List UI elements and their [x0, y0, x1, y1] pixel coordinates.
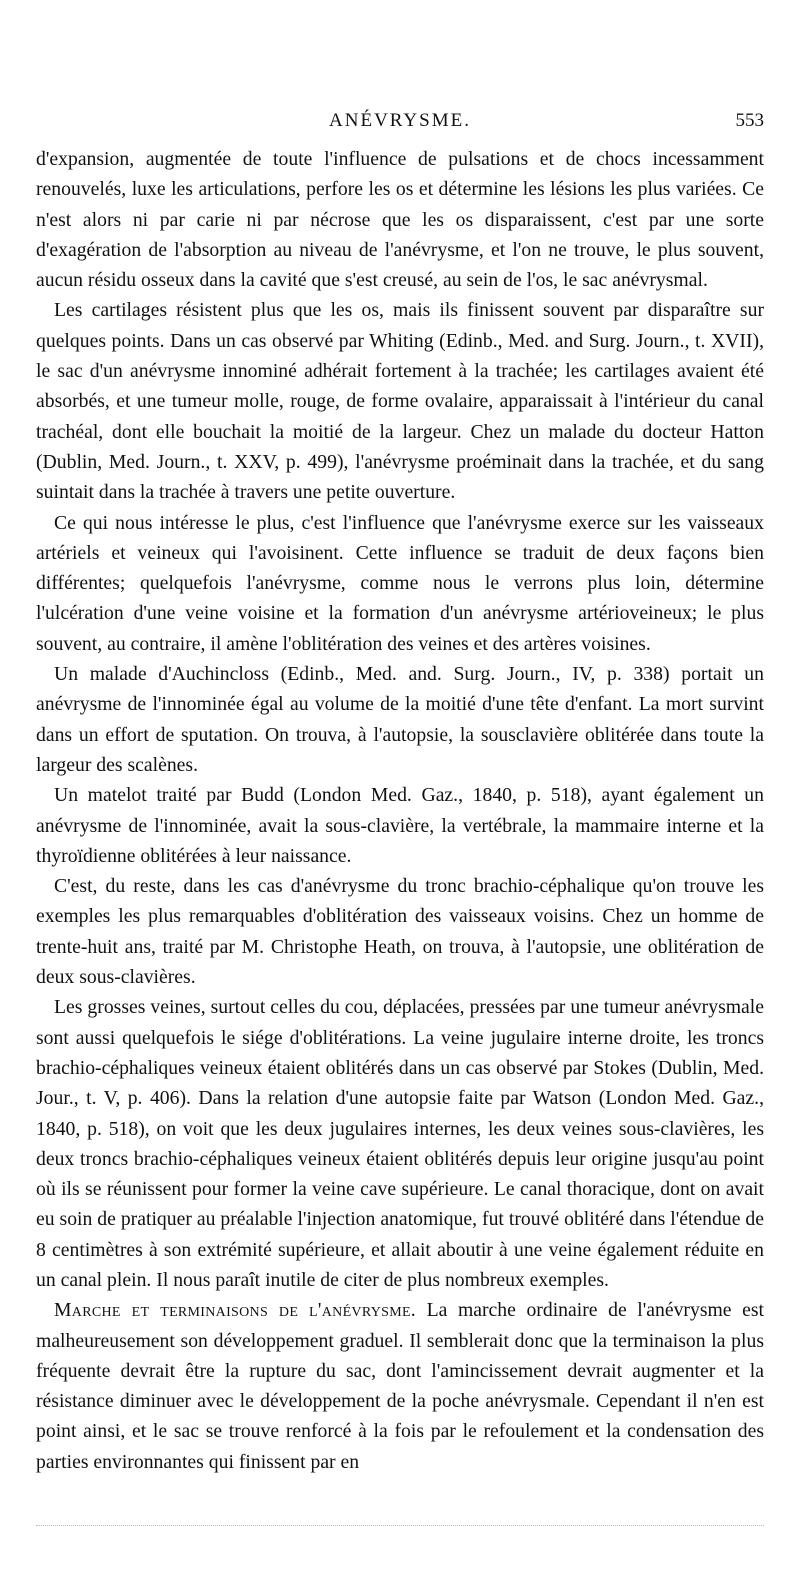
paragraph-veins: Les grosses veines, surtout celles du cou, déplacées, pressées par une tumeur anévrysmale sont aussi quelquefois le siége d'oblitérations. La veine jugulaire interne droite, les troncs brachio-céphaliques veineux étaient oblitérés dans un cas observé par Stokes (Dublin, Med. Jour., t. V, p. 406). Dans la relation d'une autopsie faite par Watson (London Med. Gaz., 1840, p. 518), on voit que les deux jugulaires internes, les deux veines sous-clavières, les deux troncs brachio-céphaliques veineux étaient oblitérés depuis leur origine jusqu'au point où ils se réunissent pour former la veine cave supérieure. Le canal thoracique, dont on avait eu soin de pratiquer au préalable l'injection anatomique, fut trouvé oblitéré dans l'étendue de 8 centimètres à son extrémité supérieure, et allait aboutir à une veine également réduite en un canal plein. Il nous paraît inutile de citer de plus nombreux exemples. [36, 996, 764, 1291]
paragraph-cartilages: Les cartilages résistent plus que les os, mais ils finissent souvent par disparaître sur quelques points. Dans un cas observé par Whiting (Edinb., Med. and Surg. Journ., t. XVII), le sac d'un anévrysme innominé adhérait fortement à la trachée; les cartilages avaient été absorbés, et une tumeur molle, rouge, de forme ovalaire, apparaissait à l'intérieur du canal trachéal, dont elle bouchait la moitié de la largeur. Chez un malade du docteur Hatton (Dublin, Med. Journ., t. XXV, p. 499), l'anévrysme proéminait dans la trachée, et du sang suintait dans la trachée à travers une petite ouverture. [36, 299, 764, 504]
page-header [36, 110, 764, 140]
footer-dotted-line [36, 1525, 764, 1526]
paragraph-auchincloss: Un malade d'Auchincloss (Edinb., Med. and. Surg. Journ., IV, p. 338) portait un anévrysme de l'innominée égal au volume de la moitié d'une tête d'enfant. La mort survint dans un effort de sputation. On trouva, à l'autopsie, la sousclavière oblitérée dans toute la largeur des scalènes. [36, 663, 764, 776]
document-page [36, 110, 764, 1477]
body-text [36, 144, 764, 1477]
page-number: 553 [735, 110, 764, 131]
paragraph-budd: Un matelot traité par Budd (London Med. Gaz., 1840, p. 518), ayant également un anévrysme de l'innominée, avait la sous-clavière, la vertébrale, la mammaire interne et la thyroïdienne oblitérées à leur naissance. [36, 784, 764, 867]
paragraph-vessel-influence: Ce qui nous intéresse le plus, c'est l'influence que l'anévrysme exerce sur les vaisseaux artériels et veineux qui l'avoisinent. Cette influence se traduit de deux façons bien différentes; quelquefois l'anévrysme, comme nous le verrons plus loin, détermine l'ulcération d'une veine voisine et la formation d'un anévrysme artérioveineux; le plus souvent, au contraire, il amène l'oblitération des veines et des artères voisines. [36, 511, 764, 655]
paragraph-continuation: d'expansion, augmentée de toute l'influence de pulsations et de chocs incessamment renouvelés, luxe les articulations, perfore les os et détermine les lésions les plus variées. Ce n'est alors ni par carie ni par nécrose que les os disparaissent, c'est par une sorte d'exagération de l'absorption au niveau de l'anévrysme, et l'on ne trouve, le plus souvent, aucun résidu osseux dans la cavité que s'est creusé, au sein de l'os, le sac anévrysmal. [36, 148, 764, 292]
paragraph-brachiocephalic: C'est, du reste, dans les cas d'anévrysme du tronc brachio-céphalique qu'on trouve les exemples les plus remarquables d'oblitération des vaisseaux voisins. Chez un homme de trente-huit ans, traité par M. Christophe Heath, on trouva, à l'autopsie, une oblitération de deux sous-clavières. [36, 875, 764, 989]
running-head: ANÉVRYSME. [329, 110, 471, 131]
section-title: Marche et terminaisons de l'anévrysme. [54, 1299, 417, 1322]
paragraph-section-marche [36, 1295, 764, 1477]
section-text: La marche ordinaire de l'anévrysme est malheureusement son développement graduel. Il semblerait donc que la terminaison la plus fréquente devrait être la rupture du sac, dont l'amincissement devrait augmenter et la résistance diminuer avec le développement de la poche anévrysmale. Cependant il n'en est point ainsi, et le sac se trouve renforcé à la fois par le refoulement et la condensation des parties environnantes qui finissent par en [36, 1299, 764, 1473]
